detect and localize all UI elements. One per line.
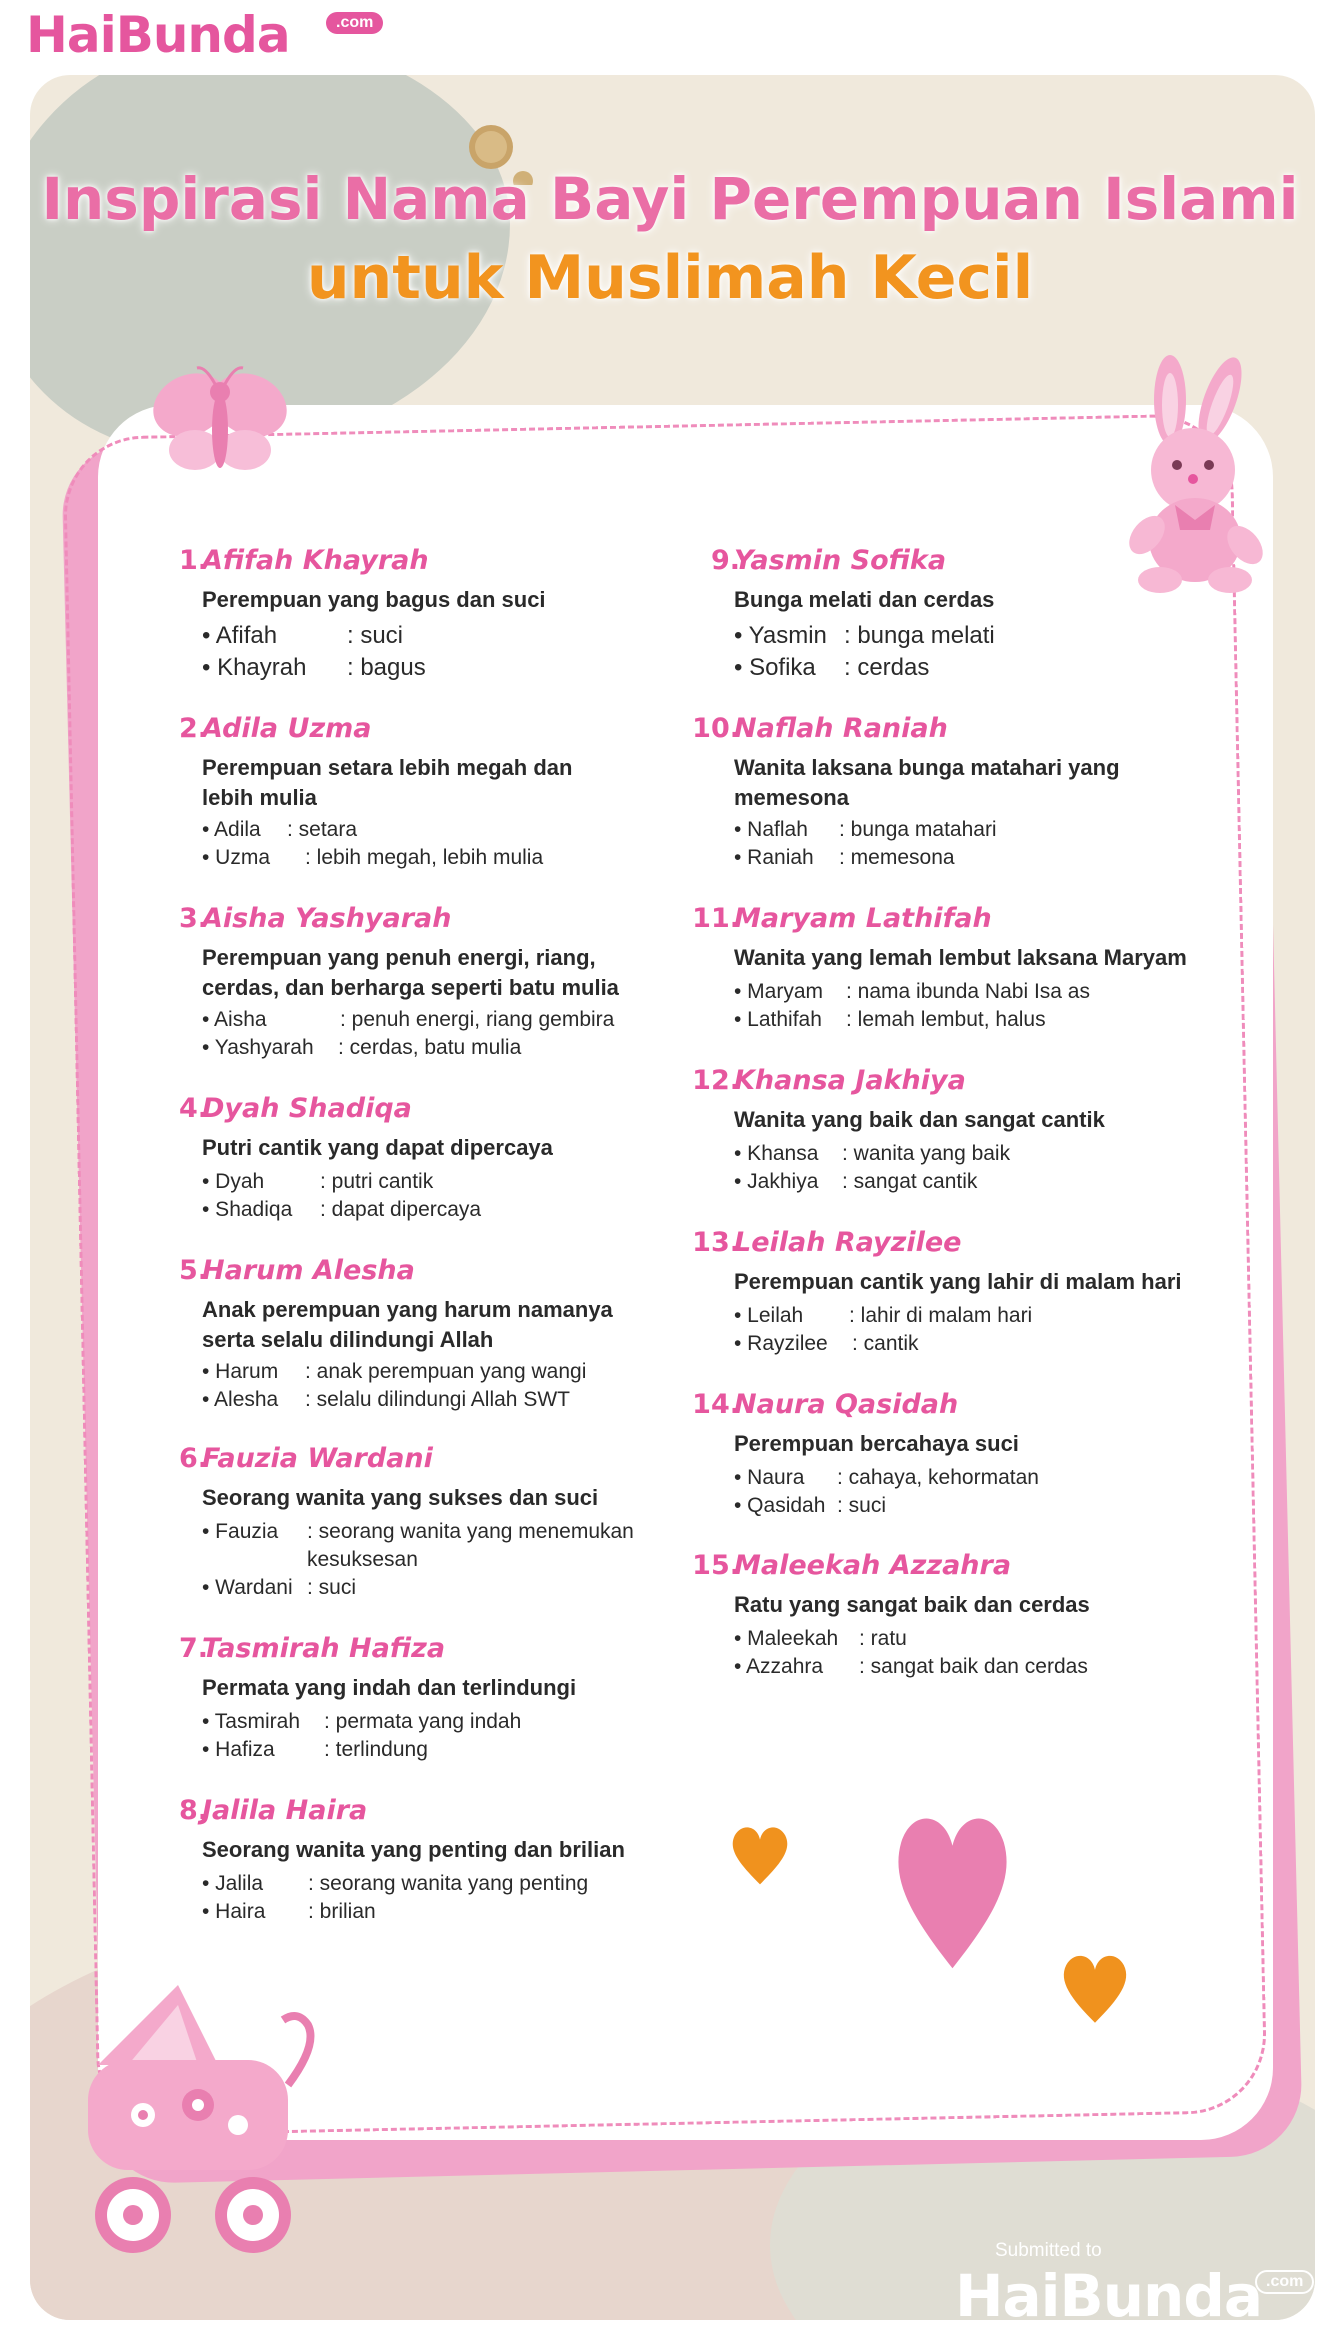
part-word: • Haira xyxy=(202,1900,266,1923)
entry-name: Afifah Khayrah xyxy=(202,545,429,576)
part-definition: : suci xyxy=(347,622,404,649)
entry-number: 4. xyxy=(178,1093,208,1124)
entry-meaning: Wanita laksana bunga matahari yang memesona xyxy=(734,755,1120,810)
part-word: • Uzma xyxy=(202,846,271,869)
entry-meaning: Putri cantik yang dapat dipercaya xyxy=(202,1135,553,1160)
entry-number: 6. xyxy=(178,1443,208,1474)
entry-number: 12. xyxy=(692,1065,740,1096)
part-definition: : anak perempuan yang wangi xyxy=(305,1360,587,1383)
part-word: • Khansa xyxy=(734,1142,819,1165)
part-word: • Naflah xyxy=(734,818,808,841)
entry-name: Yasmin Sofika xyxy=(734,545,947,576)
part-word: • Yasmin xyxy=(734,622,827,649)
part-definition: : setara xyxy=(287,818,358,841)
part-word: • Tasmirah xyxy=(202,1710,300,1733)
part-definition: : penuh energi, riang gembira xyxy=(340,1008,615,1031)
heart-icon xyxy=(725,1815,795,1895)
part-definition: : bunga matahari xyxy=(839,818,997,841)
entry-name: Adila Uzma xyxy=(202,713,372,744)
part-definition: : seorang wanita yang penting xyxy=(308,1872,589,1895)
entry-name: Leilah Rayzilee xyxy=(734,1227,962,1258)
part-word: • Lathifah xyxy=(734,1008,822,1031)
part-definition: : brilian xyxy=(308,1900,376,1923)
part-definition: : seorang wanita yang menemukan kesuksesan xyxy=(307,1520,634,1571)
part-word: • Maryam xyxy=(734,980,824,1003)
entry-meaning: Seorang wanita yang sukses dan suci xyxy=(202,1485,599,1510)
brand-logo[interactable] xyxy=(26,6,374,66)
part-definition: : bunga melati xyxy=(844,622,995,649)
baby-stroller-icon xyxy=(68,1975,338,2260)
part-word: • Jalila xyxy=(202,1872,264,1895)
part-definition: : putri cantik xyxy=(320,1170,434,1193)
entry-number: 11. xyxy=(692,903,740,934)
part-definition: : sangat cantik xyxy=(842,1170,978,1193)
entry-meaning: Wanita yang lemah lembut laksana Maryam xyxy=(734,945,1187,970)
part-word: • Dyah xyxy=(202,1170,265,1193)
entry-meaning: Ratu yang sangat baik dan cerdas xyxy=(734,1592,1090,1617)
part-definition: : bagus xyxy=(347,654,426,681)
entry-number: 9. xyxy=(710,545,740,576)
entry-number: 2. xyxy=(178,713,208,744)
part-word: • Aisha xyxy=(202,1008,267,1031)
entry-name: Jalila Haira xyxy=(202,1795,368,1826)
part-definition: : suci xyxy=(837,1494,887,1517)
part-word: • Leilah xyxy=(734,1304,804,1327)
part-definition: : cerdas, batu mulia xyxy=(338,1036,522,1059)
entry-meaning: Bunga melati dan cerdas xyxy=(734,587,995,612)
entry-meaning: Wanita yang baik dan sangat cantik xyxy=(734,1107,1105,1132)
bunny-icon xyxy=(1115,355,1275,595)
submitted-label: Submitted to xyxy=(995,2240,1102,2261)
heart-icon xyxy=(885,1805,1020,1975)
entry-number: 15. xyxy=(692,1550,740,1581)
entry-name: Dyah Shadiqa xyxy=(202,1093,412,1124)
part-definition: : lahir di malam hari xyxy=(849,1304,1033,1327)
part-word: • Maleekah xyxy=(734,1627,839,1650)
part-word: • Hafiza xyxy=(202,1738,275,1761)
part-word: • Sofika xyxy=(734,654,816,681)
entry-number: 5. xyxy=(178,1255,208,1286)
entry-name: Maryam Lathifah xyxy=(734,903,992,934)
entry-name: Naflah Raniah xyxy=(734,713,948,744)
butterfly-icon xyxy=(145,360,295,490)
part-definition: : cahaya, kehormatan xyxy=(837,1466,1039,1489)
part-definition: : lemah lembut, halus xyxy=(846,1008,1046,1031)
part-word: • Yashyarah xyxy=(202,1036,314,1059)
part-definition: : sangat baik dan cerdas xyxy=(859,1655,1088,1678)
entry-name: Khansa Jakhiya xyxy=(734,1065,966,1096)
entry-meaning: Perempuan yang penuh energi, riang, cerdas, dan berharga seperti batu mulia xyxy=(202,945,619,1000)
part-definition: : memesona xyxy=(839,846,955,869)
part-word: • Shadiqa xyxy=(202,1198,293,1221)
part-definition: : selalu dilindungi Allah SWT xyxy=(305,1388,570,1411)
page-title-line2: untuk Muslimah Kecil xyxy=(306,243,1034,313)
entry-number: 8. xyxy=(178,1795,208,1826)
part-word: • Raniah xyxy=(734,846,814,869)
entry-number: 7. xyxy=(178,1633,208,1664)
entry-meaning: Perempuan yang bagus dan suci xyxy=(202,587,546,612)
heart-icon xyxy=(1055,1940,1135,2035)
part-word: • Qasidah xyxy=(734,1494,826,1517)
entry-name: Aisha Yashyarah xyxy=(202,903,452,934)
entry-number: 10. xyxy=(692,713,740,744)
part-definition: : permata yang indah xyxy=(324,1710,522,1733)
entry-name: Tasmirah Hafiza xyxy=(202,1633,446,1664)
entry-name: Harum Alesha xyxy=(202,1255,415,1286)
entry-number: 1. xyxy=(178,545,208,576)
brand-logo-text: HaiBunda xyxy=(26,6,290,64)
part-word: • Adila xyxy=(202,818,261,841)
part-word: • Jakhiya xyxy=(734,1170,819,1193)
entry-meaning: Perempuan bercahaya suci xyxy=(734,1431,1019,1456)
watermark-logo-suffix: .com xyxy=(1255,2270,1314,2294)
watermark-logo-text: HaiBunda xyxy=(955,2262,1263,2330)
part-word: • Harum xyxy=(202,1360,279,1383)
entry-name: Fauzia Wardani xyxy=(202,1443,433,1474)
entry-meaning: Seorang wanita yang penting dan brilian xyxy=(202,1837,625,1862)
part-definition: : ratu xyxy=(859,1627,907,1650)
part-definition: : terlindung xyxy=(324,1738,428,1761)
part-word: • Azzahra xyxy=(734,1655,824,1678)
part-definition: : lebih megah, lebih mulia xyxy=(305,846,544,869)
entry-meaning: Perempuan cantik yang lahir di malam hari xyxy=(734,1269,1182,1294)
entry-meaning: Anak perempuan yang harum namanya serta selalu dilindungi Allah xyxy=(202,1297,613,1352)
entry-meaning: Permata yang indah dan terlindungi xyxy=(202,1675,577,1700)
entry-meaning: Perempuan setara lebih megah dan lebih mulia xyxy=(202,755,573,810)
entry-number: 13. xyxy=(692,1227,740,1258)
entry-name: Maleekah Azzahra xyxy=(734,1550,1012,1581)
brand-logo-suffix: .com xyxy=(326,12,383,34)
part-definition: : cantik xyxy=(852,1332,919,1355)
part-word: • Alesha xyxy=(202,1388,279,1411)
part-definition: : cerdas xyxy=(844,654,930,681)
part-definition: : dapat dipercaya xyxy=(320,1198,482,1221)
entry-name: Naura Qasidah xyxy=(734,1389,959,1420)
part-word: • Naura xyxy=(734,1466,805,1489)
entry-number: 14. xyxy=(692,1389,740,1420)
part-definition: : suci xyxy=(307,1576,357,1599)
part-word: • Rayzilee xyxy=(734,1332,828,1355)
page-title-line1: Inspirasi Nama Bayi Perempuan Islami xyxy=(41,165,1299,233)
entry-number: 3. xyxy=(178,903,208,934)
part-word: • Wardani xyxy=(202,1576,293,1599)
part-word: • Afifah xyxy=(202,622,278,649)
part-word: • Khayrah xyxy=(202,654,307,681)
part-word: • Fauzia xyxy=(202,1520,279,1543)
part-definition: : nama ibunda Nabi Isa as xyxy=(846,980,1090,1003)
part-definition: : wanita yang baik xyxy=(842,1142,1011,1165)
